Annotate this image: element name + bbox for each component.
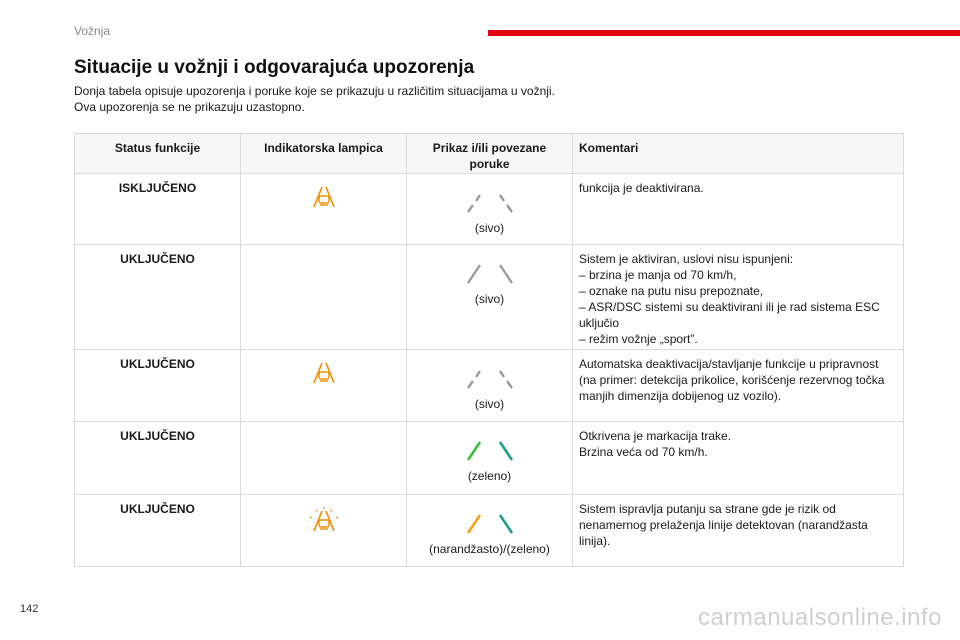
table-row [75, 495, 903, 566]
comment-line: Automatska deaktivacija/stavljanje funkcije u pripravnost [579, 357, 879, 371]
row-display [407, 245, 573, 349]
display-caption: (zeleno) [467, 469, 512, 483]
comment-line: – ASR/DSC sistemi su deaktivirani ili je rad sistema ESC [579, 300, 880, 314]
comment-line: linija). [579, 534, 611, 548]
comment-line: funkcija je deaktivirana. [579, 181, 704, 195]
row-comments [573, 350, 903, 421]
row-display [407, 350, 573, 421]
comment-line: uključio [579, 316, 620, 330]
display-caption: (sivo) [474, 397, 505, 411]
table-row [75, 245, 903, 350]
section-accent-bar [488, 30, 960, 36]
page-number: 142 [20, 603, 39, 615]
row-status: UKLJUČENO [75, 422, 241, 494]
row-display [407, 422, 573, 494]
lane-assist-active-icon [308, 507, 340, 533]
comment-line: – oznake na putu nisu prepoznate, [579, 284, 764, 298]
header-display: Prikaz i/ili povezane poruke [407, 134, 573, 173]
lane-lines-icon [462, 436, 518, 462]
comment-line: (na primer: detekcija prikolice, korišćenje rezervnog točka [579, 373, 885, 387]
lane-lines-dashed-icon [462, 364, 518, 390]
page-title: Situacije u vožnji i odgovarajuća upozorenja [74, 57, 475, 78]
row-display [407, 495, 573, 566]
header-comments: Komentari [579, 141, 639, 155]
row-comments [573, 174, 903, 244]
lane-lines-icon [462, 259, 518, 285]
comment-line: Brzina veća od 70 km/h. [579, 445, 708, 459]
row-lamp [241, 245, 407, 349]
row-status: UKLJUČENO [75, 245, 241, 349]
row-status: UKLJUČENO [75, 495, 241, 566]
header-status: Status funkcije [75, 134, 241, 173]
section-label: Vožnja [74, 24, 111, 38]
intro-line: Donja tabela opisuje upozorenja i poruke koje se prikazuju u različitim situacijama u vožnji. [74, 84, 555, 98]
display-caption: (sivo) [474, 292, 505, 306]
row-lamp [241, 495, 407, 566]
display-caption: (sivo) [474, 221, 505, 235]
row-comments [573, 245, 903, 349]
comment-line: – brzina je manja od 70 km/h, [579, 268, 737, 282]
comment-line: Sistem je aktiviran, uslovi nisu ispunjeni: [579, 252, 794, 266]
watermark: carmanualsonline.info [698, 604, 942, 631]
lane-assist-warning-icon [311, 186, 337, 208]
intro-line: Ova upozorenja se ne prikazuju uzastopno. [74, 100, 305, 114]
table-row [75, 422, 903, 495]
intro-text [74, 83, 634, 115]
row-status: ISKLJUČENO [75, 174, 241, 244]
comment-line: nenamernog prelaženja linije detektovan (narandžasta [579, 518, 868, 532]
row-display [407, 174, 573, 244]
row-comments [573, 495, 903, 566]
comment-line: Sistem ispravlja putanju sa strane gde je rizik od [579, 502, 836, 516]
header-lamp-label: Indikatorska lampica [264, 141, 383, 155]
row-lamp [241, 422, 407, 494]
table-row [75, 174, 903, 245]
lane-assist-warning-icon [311, 362, 337, 384]
comment-line: Otkrivena je markacija trake. [579, 429, 732, 443]
warnings-table [74, 133, 904, 567]
row-lamp [241, 350, 407, 421]
lane-lines-dashed-icon [462, 188, 518, 214]
comment-line: manjih dimenzija dobijenog uz vozilo). [579, 389, 782, 403]
header-lamp [241, 134, 407, 173]
row-lamp [241, 174, 407, 244]
lane-lines-icon [462, 509, 518, 535]
row-comments [573, 422, 903, 494]
table-row [75, 350, 903, 422]
comment-line: – režim vožnje „sport”. [579, 332, 698, 346]
table-header-row [75, 134, 903, 174]
row-status: UKLJUČENO [75, 350, 241, 421]
display-caption: (narandžasto)/(zeleno) [429, 542, 550, 556]
